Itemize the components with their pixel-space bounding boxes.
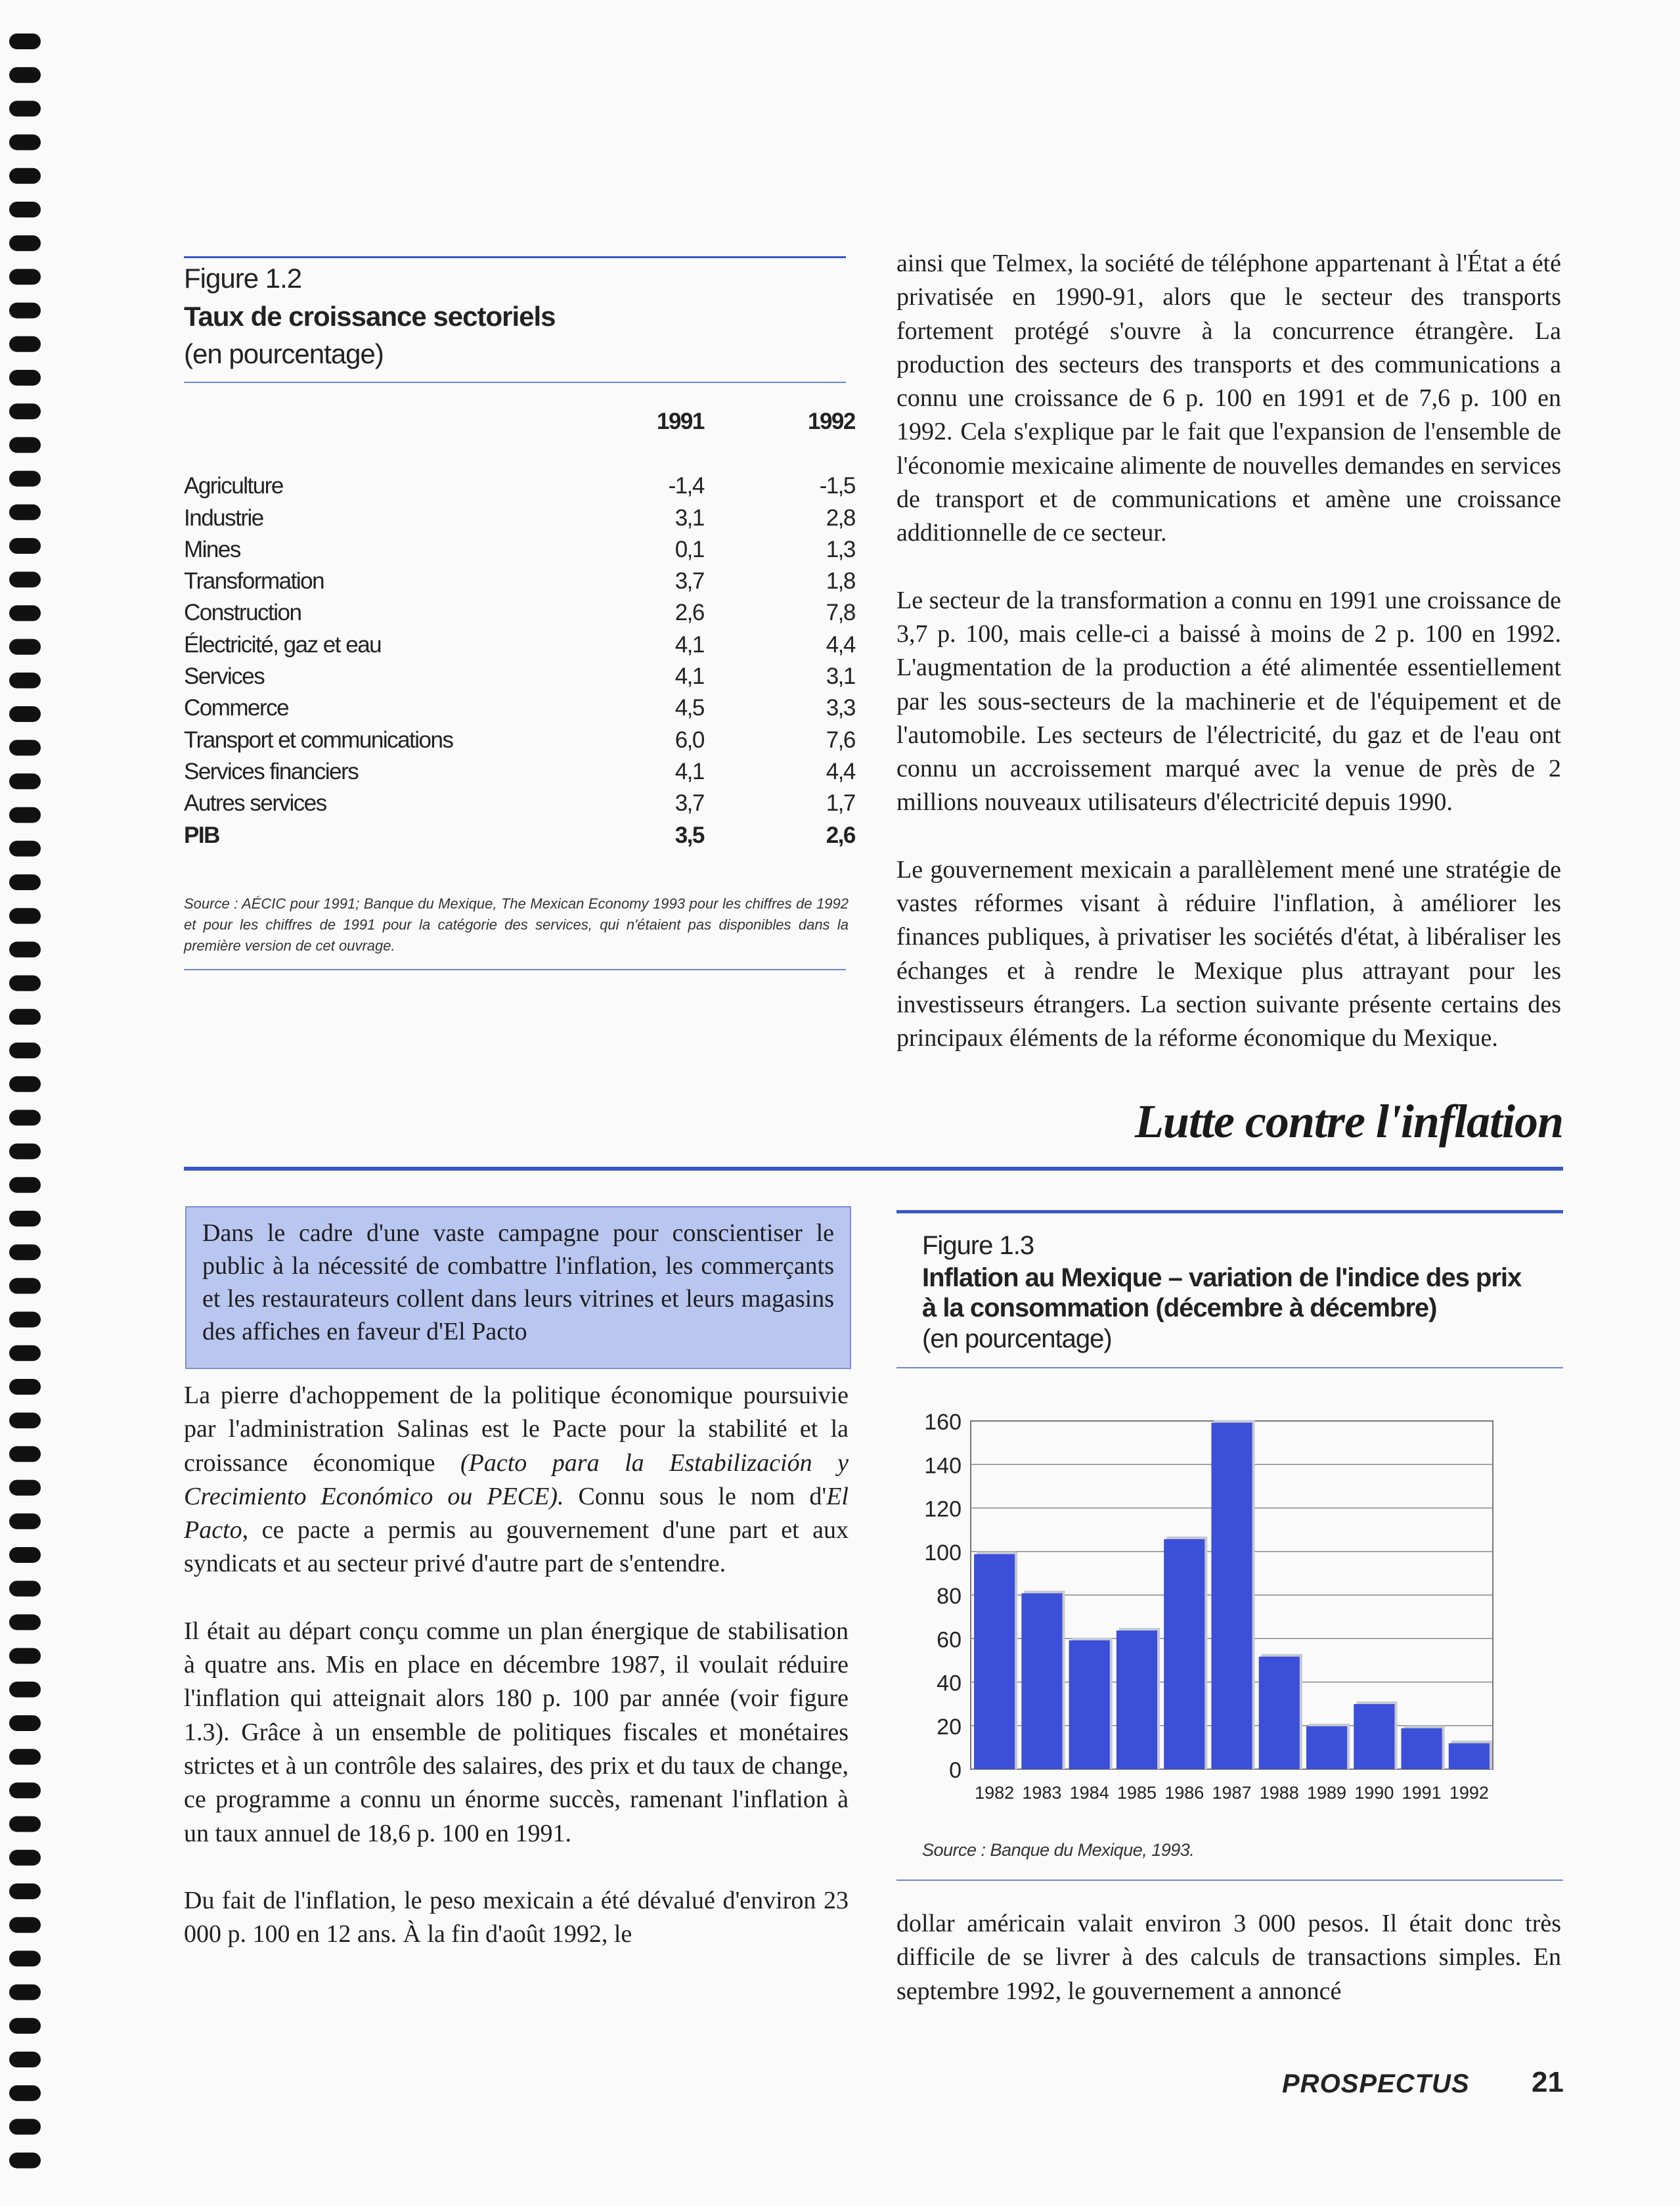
spiral-coil [9,976,41,991]
text-run-italic: El Pacto [184,1482,849,1544]
spiral-coil [9,1682,41,1698]
spiral-coil [9,202,41,217]
spiral-coil [9,1917,41,1933]
spiral-coil [9,538,41,554]
figure-subtitle: (en pourcentage) [184,338,384,369]
value-1991: 3,7 [674,568,704,595]
publication-logo: PROSPECTUS [1282,2069,1470,2098]
spiral-coil [9,1480,41,1496]
table-row [184,820,855,851]
callout-box [185,1206,851,1369]
spiral-coil [9,1312,41,1328]
value-1991: 2,6 [674,600,704,626]
spiral-coil [9,572,41,587]
sector-name: Transport et communications [184,727,453,753]
spiral-coil [9,1446,41,1462]
value-1992: 1,7 [826,790,855,817]
x-tick-label: 1987 [1212,1783,1252,1803]
value-1991: 4,1 [674,758,704,784]
bar [1164,1539,1205,1769]
value-1991: 3,5 [674,822,704,848]
spiral-coil [9,1514,41,1529]
text-run: , ce pacte a permis au gouvernement d'une part et aux syndicats et au secteur privé d'autre part de s'entendre. [184,1516,849,1578]
bar [1402,1728,1442,1769]
right-column-text-top [896,247,1561,1056]
bar [1449,1744,1490,1769]
value-1991: 4,1 [674,664,704,690]
spiral-coil [9,1985,41,2000]
spiral-coil [9,841,41,857]
spiral-coil [9,874,41,890]
figure-title-line: à la consommation (décembre à décembre) [922,1294,1437,1322]
spiral-coil [9,941,41,957]
sector-name: Commerce [184,695,289,721]
value-1992: 3,1 [826,664,855,690]
table-row [184,503,855,534]
text-run: La pierre d'achoppement de la politique économique poursuivie par l'administration Salinas est le Pacte pour la stabilité et la croissance économique [184,1382,849,1477]
value-1992: 3,3 [826,695,855,721]
spiral-coil [9,101,41,116]
figure-bottom-rule [184,969,846,970]
value-1992: 4,4 [826,631,855,658]
table-row [184,470,855,502]
bar [974,1554,1015,1769]
spiral-coil [9,1379,41,1395]
spiral-coil [9,1581,41,1596]
figure-source-note: Source : AÉCIC pour 1991; Banque du Mexique, The Mexican Economy 1993 pour les chiffres de 1992 et pour les chiffres de 1991 pour la catégorie des services, qui n'étaient pas disponibles dans la première version de cet ouvrage. [184,895,849,954]
value-1992: 2,8 [826,505,855,531]
y-tick-label: 40 [937,1671,962,1696]
table-row [184,725,855,756]
table-row [184,629,855,661]
bar [1211,1423,1252,1769]
sector-name: Agriculture [184,473,283,499]
spiral-coil [9,2052,41,2067]
value-1991: -1,4 [668,473,704,499]
spiral-coil [9,269,41,284]
bar [1069,1640,1110,1769]
value-1991: 6,0 [674,727,704,753]
x-tick-label: 1985 [1116,1783,1157,1803]
sector-name: Services financiers [184,758,359,784]
table-header-row [184,406,855,438]
value-1991: 4,5 [674,695,704,721]
spiral-coil [9,1345,41,1361]
spiral-coil [9,168,41,184]
figure-title-rule [896,1367,1563,1368]
x-tick-label: 1983 [1022,1783,1062,1803]
column-header-1991: 1991 [657,409,704,434]
text-run-italic: (Pacto para la Estabilización y Crecimiento Económico ou PECE). [184,1449,849,1510]
section-title: Lutte contre l'inflation [1134,1095,1563,1148]
x-tick-label: 1988 [1259,1783,1299,1803]
figure-subtitle: (en pourcentage) [922,1324,1112,1353]
paragraph: dollar américain valait environ 3 000 pesos. Il était donc très difficile de se livrer à des calculs de transactions simples. En septembre 1992, le gouvernement a annoncé [896,1910,1561,2005]
sector-name: PIB [184,822,219,848]
inflation-bar-chart [896,1399,1563,1813]
paragraph: Du fait de l'inflation, le peso mexicain a été dévalué d'environ 23 000 p. 100 en 12 ans. À la fin d'août 1992, le [184,1886,849,1948]
sector-name: Industrie [184,505,263,531]
spiral-coil [9,437,41,453]
column-header-1992: 1992 [808,409,855,434]
spiral-coil [9,1043,41,1058]
figure-bottom-rule [896,1880,1563,1881]
x-tick-label: 1991 [1402,1783,1442,1803]
spiral-coil [9,1412,41,1428]
sector-name: Mines [184,536,240,562]
value-1992: 7,8 [826,600,855,626]
left-column-text-bottom [184,1379,849,1951]
spiral-coil [9,1144,41,1159]
x-tick-label: 1982 [975,1783,1015,1803]
paragraph: ainsi que Telmex, la société de téléphone appartenant à l'État a été privatisée en 1990-91, alors que le secteur des transports fortement protégé s'ouvre à la concurrence étrangère. La production des secteurs des transports et des communications a connu une croissance de 6 p. 100 en 1991 et de 7,6 p. 100 en 1992. Cela s'explique par le fait que l'expansion de l'ensemble de l'économie mexicaine alimente de nouvelles demandes en services de transport et de communications et amène une croissance additionnelle de ce secteur. [896,250,1561,547]
bar [1116,1631,1157,1769]
section-rule [184,1167,1563,1171]
spiral-coil [9,235,41,251]
spiral-coil [9,505,41,520]
spiral-coil [9,370,41,386]
spiral-coil [9,2085,41,2101]
spiral-coil [9,605,41,621]
table-row [184,597,855,629]
table-row [184,756,855,788]
x-tick-label: 1990 [1354,1783,1394,1803]
y-tick-label: 120 [924,1497,962,1522]
spiral-coil [9,908,41,924]
spiral-coil [9,1850,41,1866]
value-1992: 1,8 [826,568,855,595]
paragraph: Le secteur de la transformation a connu en 1991 une croissance de 3,7 p. 100, mais celle-ci a baissé à moins de 2 p. 100 en 1992. L'augmentation de la production a été alimentée essentiellement par les sous-secteurs de la machinerie et de l'équipement et de l'automobile. Les secteurs de l'électricité, du gaz et de l'eau ont connu un accroissement marqué avec la venue de près de 2 millions nouveaux utilisateurs d'électricité depuis 1990. [896,586,1561,817]
y-tick-label: 160 [924,1410,962,1435]
chart-source-note: Source : Banque du Mexique, 1993. [922,1840,1195,1860]
spiral-coil [9,135,41,150]
spiral-coil [9,1177,41,1193]
y-tick-label: 80 [937,1584,962,1609]
spiral-binding [0,0,72,2206]
spiral-coil [9,1648,41,1664]
spiral-coil [9,773,41,789]
x-tick-label: 1992 [1449,1783,1489,1803]
spiral-coil [9,1547,41,1563]
spiral-coil [9,336,41,352]
y-tick-label: 20 [937,1714,962,1740]
value-1992: -1,5 [819,473,855,499]
value-1992: 7,6 [826,727,855,753]
value-1992: 4,4 [826,758,855,784]
y-tick-label: 140 [924,1453,962,1479]
spiral-coil [9,1278,41,1294]
callout-text: Dans le cadre d'une vaste campagne pour conscientiser le public à la nécessité de combattre l'inflation, les commerçants et les restaurateurs collent dans leurs vitrines et leurs magasins des affiches en faveur d'El Pacto [202,1219,834,1345]
value-1992: 2,6 [826,822,855,848]
value-1991: 3,1 [674,505,704,531]
table-row [184,534,855,566]
bar [1259,1657,1300,1769]
spiral-coil [9,34,41,49]
figure-label: Figure 1.2 [184,263,302,294]
table-row [184,661,855,692]
sector-growth-table [184,406,855,851]
spiral-coil [9,2153,41,2169]
right-column-text-bottom [896,1907,1561,2008]
table-row [184,566,855,597]
bar [1021,1593,1062,1769]
y-tick-label: 0 [949,1758,962,1783]
paragraph [184,1379,849,1581]
spiral-coil [9,639,41,655]
figure-title-rule [184,382,846,383]
sector-name: Transformation [184,568,324,595]
value-1992: 1,3 [826,536,855,562]
value-1991: 3,7 [674,790,704,817]
value-1991: 4,1 [674,631,704,658]
spiral-coil [9,1110,41,1125]
spiral-coil [9,706,41,722]
x-tick-label: 1986 [1164,1783,1205,1803]
paragraph: Il était au départ conçu comme un plan énergique de stabilisation à quatre ans. Mis en place en décembre 1987, il voulait réduire l'inflation qui atteignait alors 180 p. 100 par année (voir figure 1.3). Grâce à un ensemble de politiques fiscales et monétaires strictes et à un contrôle des salaires, des prix et du taux de change, ce programme a connu un énorme succès, ramenant l'inflation à un taux annuel de 18,6 p. 100 en 1991. [184,1617,849,1847]
figure-top-rule [184,256,846,258]
spiral-coil [9,67,41,83]
spiral-coil [9,1749,41,1765]
figure-label: Figure 1.3 [922,1231,1034,1260]
spiral-coil [9,1782,41,1798]
y-tick-label: 60 [937,1627,962,1653]
spiral-coil [9,1076,41,1092]
spiral-coil [9,1614,41,1630]
spiral-coil [9,1950,41,1966]
spiral-coil [9,740,41,755]
spiral-coil [9,1211,41,1227]
spiral-coil [9,1816,41,1832]
sector-name: Services [184,664,265,690]
spiral-coil [9,1883,41,1899]
spiral-coil [9,1009,41,1025]
figure-title [922,1263,1521,1323]
spiral-coil [9,2018,41,2034]
figure-top-rule [896,1210,1563,1213]
x-tick-label: 1984 [1069,1783,1109,1803]
spiral-coil [9,807,41,823]
sector-name: Électricité, gaz et eau [184,631,382,658]
figure-title: Taux de croissance sectoriels [184,301,556,332]
sector-name: Construction [184,600,301,626]
spiral-coil [9,471,41,487]
value-1991: 0,1 [674,536,704,562]
spiral-coil [9,673,41,688]
spiral-coil [9,1244,41,1260]
spiral-coil [9,403,41,419]
spiral-coil [9,2119,41,2134]
spiral-coil [9,303,41,319]
x-tick-label: 1989 [1307,1783,1347,1803]
page-number: 21 [1532,2066,1564,2098]
bar [1354,1704,1394,1769]
paragraph: Le gouvernement mexicain a parallèlement mené une stratégie de vastes réformes visant à réduire l'inflation, à améliorer les finances publiques, à privatiser les sociétés d'état, à libéraliser les échanges et à rendre le Mexique plus attrayant pour les investisseurs étrangers. La section suivante présente certains des principaux éléments de la réforme économique du Mexique. [896,855,1561,1052]
sector-name: Autres services [184,790,326,817]
spiral-coil [9,1715,41,1731]
table-row [184,788,855,819]
bar [1306,1726,1347,1769]
text-run: Connu sous le nom d' [564,1482,827,1510]
figure-title-line: Inflation au Mexique – variation de l'indice des prix [922,1263,1522,1292]
table-row [184,692,855,724]
y-tick-label: 100 [924,1540,962,1565]
